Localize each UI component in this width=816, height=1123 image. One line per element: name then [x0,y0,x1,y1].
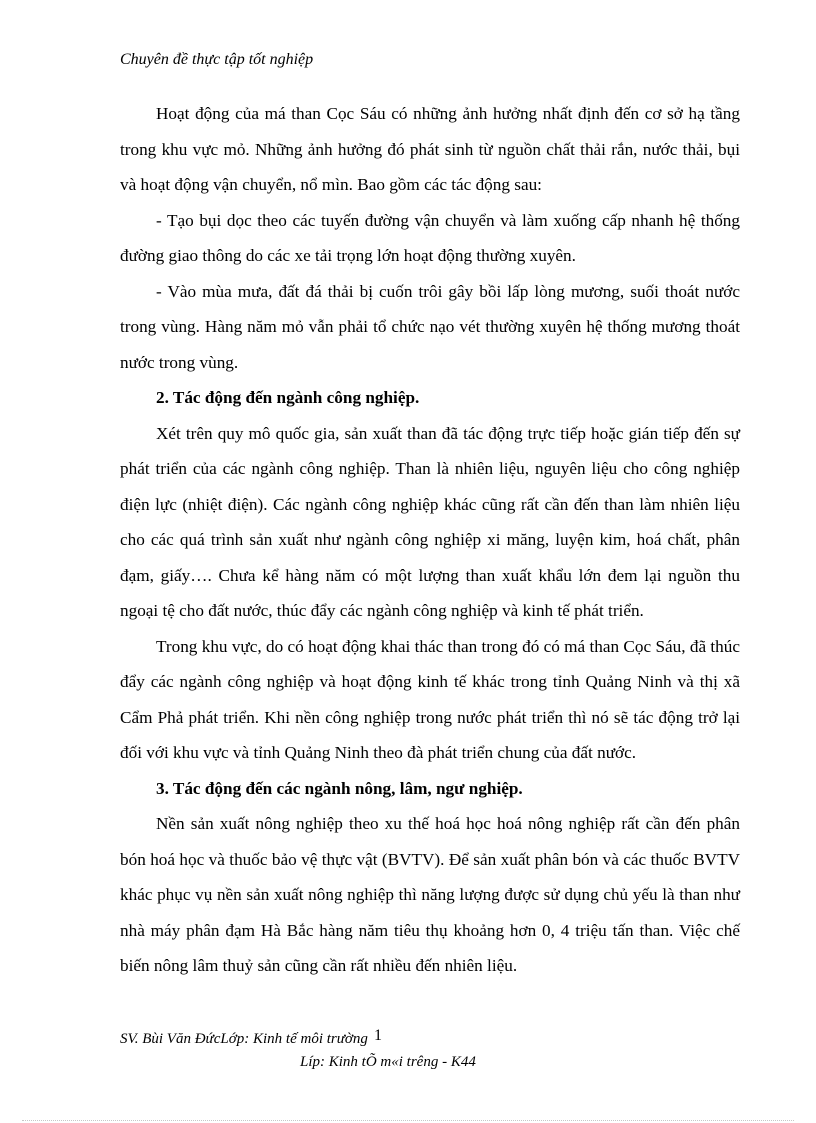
section-heading: 2. Tác động đến ngành công nghiệp. [156,388,420,407]
section-heading: 3. Tác động đến các ngành nông, lâm, ngư nghiệp. [156,778,523,798]
running-header: Chuyên đề thực tập tốt nghiệp [120,51,314,68]
paragraph: Xét trên quy mô quốc gia, sản xuất than đã tác động trực tiếp hoặc gián tiếp đến sự phát triển của các ngành công nghiệp. Than là nhiên liệu, nguyên liệu cho công nghiệp điện lực (nhiệt điện). Các ngành công nghiệp khác cũng rất cần đến than làm nhiên liệu cho các quá trình sản xuất như ngành công nghiệp xi măng, luyện kim, hoá chất, phân đạm, giấy…. Chưa kể hàng năm có một lượng than xuất khẩu lớn đem lại nguồn thu ngoại tệ cho đất nước, thúc đẩy các ngành công nghiệp và kinh tế phát triển. [120,423,740,620]
paragraph: Nền sản xuất nông nghiệp theo xu thế hoá học hoá nông nghiệp rất cần đến phân bón hoá học và thuốc bảo vệ thực vật (BVTV). Để sản xuất phân bón và các thuốc BVTV khác phục vụ nền sản xuất nông nghiệp thì năng lượng được sử dụng chủ yếu là than như nhà máy phân đạm Hà Bắc hàng năm tiêu thụ khoảng hơn 0, 4 triệu tấn than. Việc chế biến nông lâm thuỷ sản cũng cần rất nhiều đến nhiên liệu. [120,814,740,975]
page-bottom-divider [22,1120,794,1121]
page-number: 1 [373,1027,382,1044]
bullet-paragraph: - Vào mùa mưa, đất đá thải bị cuốn trôi gây bồi lấp lòng mương, suối thoát nước trong vùng. Hàng năm mỏ vẫn phải tổ chức nạo vét thường xuyên hệ thống mương thoát nước trong vùng. [120,281,740,372]
document-body [120,96,740,984]
footer-student-text: SV. Bùi Văn ĐứcLớp: Kinh tế môi trường [120,1031,368,1047]
bullet-paragraph: - Tạo bụi dọc theo các tuyến đường vận chuyển và làm xuống cấp nhanh hệ thống đường giao thông do các xe tải trọng lớn hoạt động thường xuyên. [120,210,740,265]
paragraph: Trong khu vực, do có hoạt động khai thác than trong đó có má than Cọc Sáu, đã thúc đẩy các ngành công nghiệp và hoạt động kinh tế khác trong tỉnh Quảng Ninh và thị xã Cẩm Phả phát triển. Khi nền công nghiệp trong nước phát triển thì nó sẽ tác động trở lại đối với khu vực và tỉnh Quảng Ninh theo đà phát triển chung của đất nước. [120,636,740,762]
footer-student-line [120,1027,382,1048]
paragraph: Hoạt động của má than Cọc Sáu có những ảnh hưởng nhất định đến cơ sở hạ tầng trong khu vực mỏ. Những ảnh hưởng đó phát sinh từ nguồn chất thải rắn, nước thải, bụi và hoạt động vận chuyển, nổ mìn. Bao gồm các tác động sau: [120,104,740,194]
footer-class-line: Líp: Kinh tÕ m«i trêng - K44 [300,1054,476,1070]
